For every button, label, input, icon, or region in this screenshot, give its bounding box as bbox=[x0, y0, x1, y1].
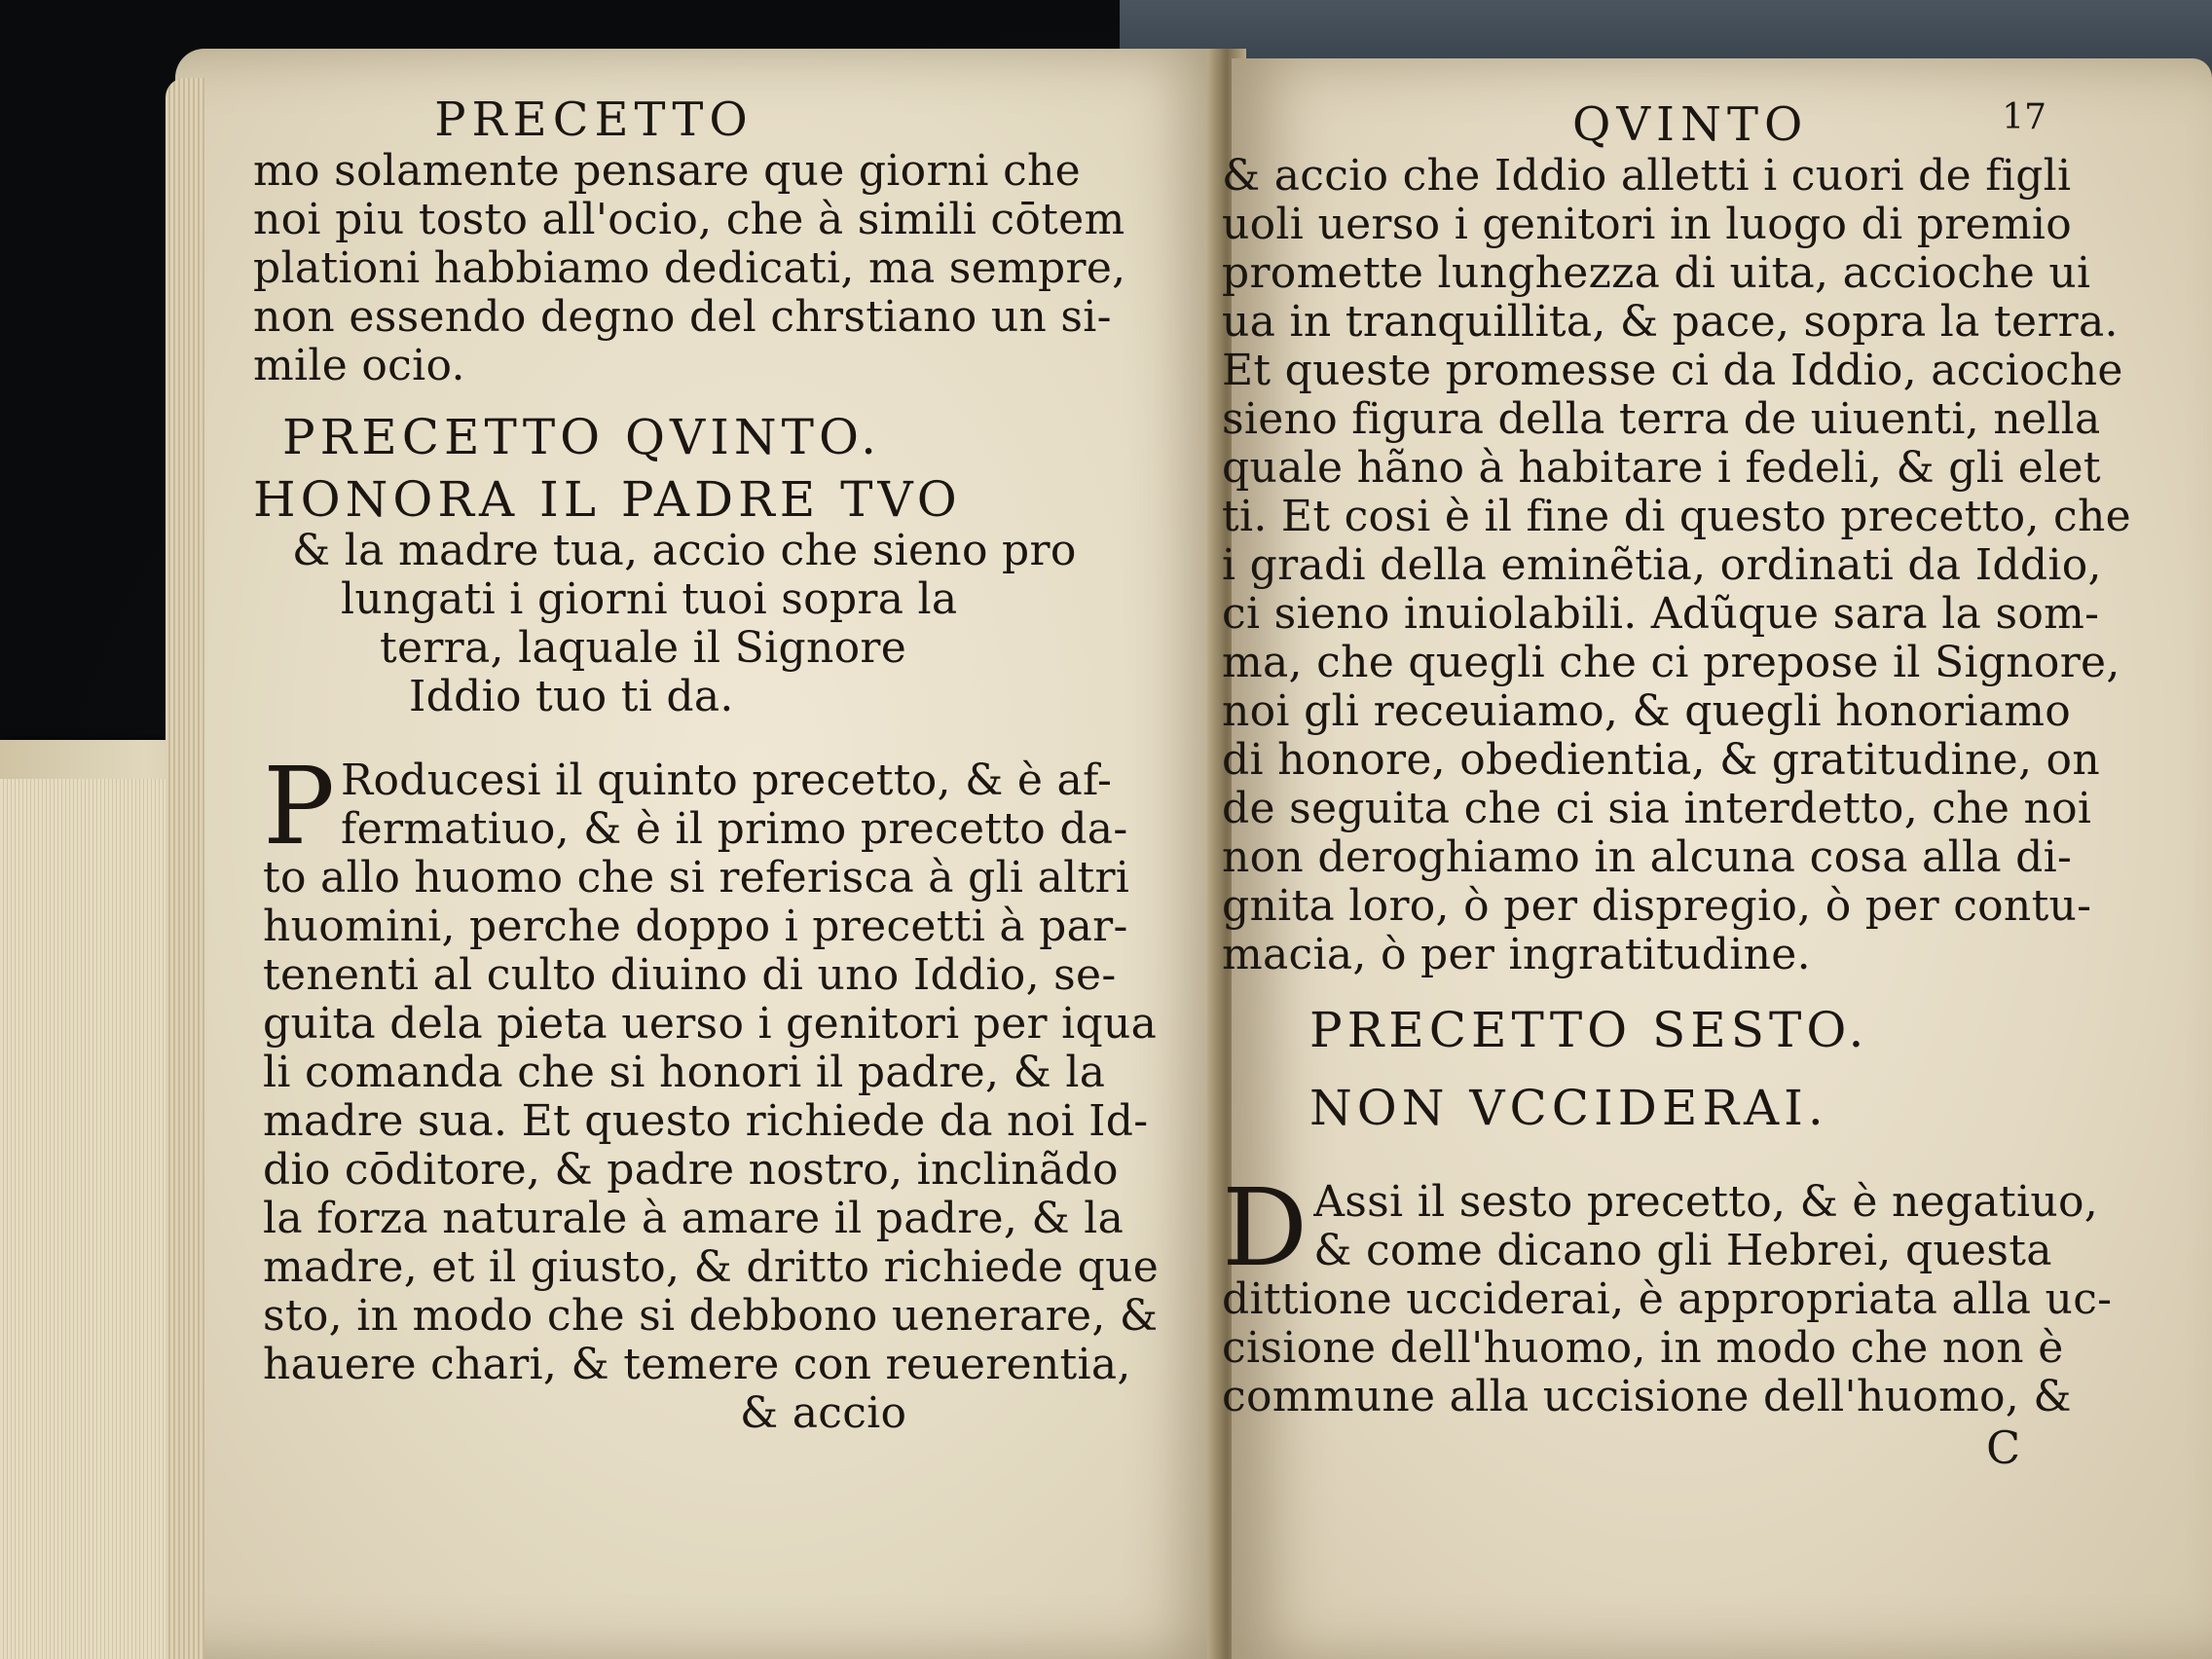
text-line: li comanda che si honori il padre, & la bbox=[263, 1048, 1106, 1097]
closed-book-page-edges bbox=[0, 779, 185, 1659]
text-line: commune alla uccisione dell'huomo, & bbox=[1222, 1372, 2072, 1421]
commandment-heading: NON VCCIDERAI. bbox=[1309, 1080, 1828, 1136]
text-line: to allo huomo che si referisca à gli altri bbox=[263, 853, 1130, 903]
commandment-line: & la madre tua, accio che sieno pro bbox=[292, 526, 1077, 575]
right-running-head: QVINTO bbox=[1572, 97, 1809, 152]
text-line: madre, et il giusto, & dritto richiede que bbox=[263, 1242, 1160, 1292]
text-line: non essendo degno del chrstiano un si- bbox=[253, 292, 1112, 342]
section-heading: PRECETTO QVINTO. bbox=[282, 409, 881, 465]
text-line: quale hãno à habitare i fedeli, & gli elet bbox=[1222, 443, 2101, 493]
text-line: sieno figura della terra de uiuenti, nella bbox=[1222, 394, 2101, 444]
text-line: non deroghiamo in alcuna cosa alla di- bbox=[1222, 832, 2073, 882]
folio-number: 17 bbox=[2002, 97, 2046, 137]
catchword: & accio bbox=[740, 1388, 907, 1438]
text-line: promette lunghezza di uita, accioche ui bbox=[1222, 248, 2091, 298]
text-line: sto, in modo che si debbono uenerare, & bbox=[263, 1291, 1159, 1341]
text-line: mile ocio. bbox=[253, 341, 465, 390]
commandment-line: terra, laquale il Signore bbox=[380, 623, 907, 673]
text-line: dittione ucciderai, è appropriata alla uc- bbox=[1222, 1274, 2113, 1324]
section-heading: PRECETTO SESTO. bbox=[1309, 1002, 1869, 1058]
text-line: mo solamente pensare que giorni che bbox=[253, 146, 1082, 196]
body-paragraph bbox=[1222, 1165, 2131, 1421]
text-line: Assi il sesto precetto, & è negatiuo, bbox=[1313, 1177, 2099, 1227]
drop-cap: D bbox=[1222, 1165, 1309, 1290]
left-page-text bbox=[253, 92, 1159, 1438]
text-line: hauere chari, & temere con reuerentia, bbox=[263, 1340, 1131, 1389]
text-line: Et queste promesse ci da Iddio, accioche bbox=[1222, 346, 2123, 395]
text-line: macia, ò per ingratitudine. bbox=[1222, 930, 1811, 979]
text-line: plationi habbiamo dedicati, ma sempre, bbox=[253, 243, 1126, 293]
text-line: tenenti al culto diuino di uno Iddio, se- bbox=[263, 950, 1117, 1000]
text-line: & accio che Iddio alletti i cuori de figli bbox=[1222, 151, 2072, 201]
text-line: di honore, obedientia, & gratitudine, on bbox=[1222, 735, 2100, 785]
text-line: guita dela pieta uerso i genitori per iqua bbox=[263, 999, 1158, 1049]
commandment-line: Iddio tuo ti da. bbox=[409, 672, 734, 721]
left-running-head: PRECETTO bbox=[434, 92, 754, 147]
text-line: i gradi della eminẽtia, ordinati da Iddio, bbox=[1222, 540, 2102, 590]
text-line: ua in tranquillita, & pace, sopra la terra. bbox=[1222, 297, 2119, 347]
text-line: fermatiuo, & è il primo precetto da- bbox=[341, 804, 1128, 854]
text-line: noi gli receuiamo, & quegli honoriamo bbox=[1222, 686, 2072, 736]
text-line: gnita loro, ò per dispregio, ò per contu- bbox=[1222, 881, 2092, 931]
body-paragraph bbox=[253, 744, 1160, 1438]
text-line: cisione dell'huomo, in modo che non è bbox=[1222, 1323, 2064, 1373]
commandment-line: lungati i giorni tuoi sopra la bbox=[341, 574, 958, 624]
drop-cap: P bbox=[263, 744, 336, 868]
text-line: madre sua. Et questo richiede da noi Id- bbox=[263, 1096, 1149, 1146]
text-line: ci sieno inuiolabili. Adũque sara la som- bbox=[1222, 589, 2100, 639]
commandment-heading: HONORA IL PADRE TVO bbox=[253, 471, 962, 528]
text-line: dio cōditore, & padre nostro, inclinãdo bbox=[263, 1145, 1119, 1195]
text-line: noi piu tosto all'ocio, che à simili cōtem bbox=[253, 195, 1125, 244]
signature-mark: C bbox=[1986, 1421, 2021, 1474]
text-line: de seguita che ci sia interdetto, che noi bbox=[1222, 784, 2092, 833]
text-line: uoli uerso i genitori in luogo di premio bbox=[1222, 200, 2073, 249]
text-line: huomini, perche doppo i precetti à par- bbox=[263, 902, 1128, 951]
right-page-text bbox=[1222, 97, 2131, 1421]
left-page-edges bbox=[166, 78, 204, 1659]
text-line: Roducesi il quinto precetto, & è af- bbox=[341, 756, 1113, 805]
text-line: ti. Et cosi è il fine di questo precetto, che bbox=[1222, 492, 2131, 541]
text-line: ma, che quegli che ci prepose il Signore, bbox=[1222, 638, 2120, 687]
text-line: la forza naturale à amare il padre, & la bbox=[263, 1194, 1124, 1243]
text-line: & come dicano gli Hebrei, questa bbox=[1313, 1226, 2052, 1275]
